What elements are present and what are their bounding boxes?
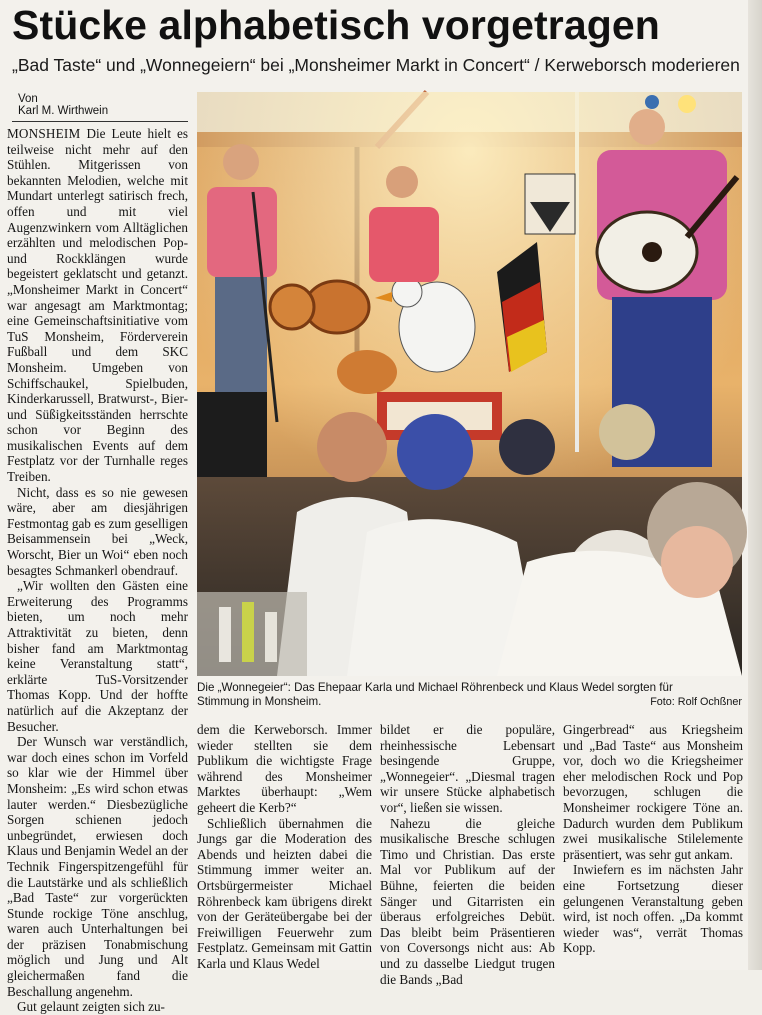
caption-line: Stimmung in Monsheim. bbox=[197, 695, 322, 708]
text-column-1 bbox=[7, 126, 189, 1015]
byline-label: Von bbox=[18, 93, 38, 105]
paragraph: Gut gelaunt zeigten sich zu- bbox=[17, 999, 165, 1015]
byline-author: Karl M. Wirthwein bbox=[18, 105, 109, 117]
byline-divider bbox=[12, 121, 188, 122]
caption-row bbox=[197, 695, 742, 709]
headline: Stücke alphabetisch vorgetragen bbox=[12, 2, 660, 48]
paragraph: Gingerbread“ aus Kriegsheim und „Bad Taste“ aus Monsheim vor, doch wo die Kriegsheimer eher melodischen Rock und Pop bevorzugen, schlugen die Monsheimer rockigere Töne an. Dadurch wurden dem Publikum zwei musikalische Stilelemente präsentiert, was sehr gut ankam. bbox=[563, 722, 743, 862]
stage-photo-illustration bbox=[197, 92, 742, 676]
paragraph: Inwiefern es im nächsten Jahr eine Fortsetzung dieser gelungenen Veranstaltung geben wird, ist noch offen. „Da kommt wieder was“, verrät Thomas Kopp. bbox=[563, 862, 743, 956]
paragraph: Nahezu die gleiche musikalische Bresche schlugen Timo und Christian. Das erste Mal vor Publikum auf der Bühne, feierten die beiden Sänger und Gitarristen ein überaus erfolgreiches Debüt. Das bleibt beim Präsentieren von Coversongs nicht aus: Ab und zu dasselbe Liedgut trugen die Bands „Bad bbox=[380, 815, 555, 987]
text-column-4 bbox=[563, 722, 743, 962]
concert-photo bbox=[197, 92, 742, 676]
paragraph: bildet er die populäre, rheinhessische Lebensart besingende Gruppe, „Wonnegeier“. „Diesmal tragen wir unsere Stücke alphabetisch vor“, ließen sie wissen. bbox=[380, 722, 555, 815]
paragraph: Nicht, dass es so nie gewesen wäre, aber am diesjährigen Festmontag gab es zum geselligen Beisammensein bei „Weck, Worscht, Bier un Woi“ eben noch besagtes Schmankerl obendrauf. bbox=[7, 484, 188, 578]
text-column-3 bbox=[380, 722, 555, 987]
paragraph bbox=[7, 126, 188, 485]
caption-line: Die „Wonnegeier“: Das Ehepaar Karla und Michael Röhrenbeck und Klaus Wedel sorgten für bbox=[197, 681, 673, 694]
dateline: MONSHEIM bbox=[7, 126, 81, 141]
paragraph: Schließlich übernahmen die Jungs gar die Moderation des Abends und heizten dabei die Stimmung immer weiter an. Ortsbürgermeister Michael Röhrenbeck kam übrigens direkt von der Geräteübergabe bei der Freiwilligen Feuerwehr zum Festplatz. Gemeinsam mit Gattin Karla und Klaus Wedel bbox=[197, 815, 372, 971]
paragraph: dem die Kerweborsch. Immer wieder stellten sie dem Publikum die wichtigste Frage während des Monsheimer Marktes überhaupt: „Wem geheert die Kerb?“ bbox=[197, 722, 372, 815]
photo-caption bbox=[197, 681, 742, 709]
text-column-2 bbox=[197, 722, 372, 971]
paragraph: Der Wunsch war verständlich, war doch eines schon im Vorfeld so klar wie der Himmel über Monsheim: „Es wird schon etwas lauter werden.“ Diesbezügliche Sorgen schienen jedoch unbegründet, erwiesen doch Klaus und Benjamin Wedel an der Technik Fingerspitzengefühl für die Lautstärke und als schließlich „Bad Taste“ zur vorgerückten Stunde rockige Töne anschlug, waren auch Unterhaltungen bei der präzisen Tonabmischung möglich und Jung und Alt gleichermaßen fand die Beschallung angenehm. bbox=[7, 734, 188, 999]
subheadline: „Bad Taste“ und „Wonnegeiern“ bei „Monsheimer Markt in Concert“ / Kerweborsch moderieren bbox=[12, 55, 740, 75]
paragraph-text: Die Leute hielt es teilweise nicht mehr auf den Stühlen. Mitgerissen von bekannten Melodien, welche mit Mundart unterlegt satirisch frech, offen und mit viel Augenzwinkern vom Alltäglichen erzählten und melodischen Pop- und Rockklängen wurde begeistert geklatscht und getanzt. „Monsheimer Markt in Concert“ war angesagt am Marktmontag; eine Gemeinschaftsinitiative vom TuS Monsheim, Förderverein Fußball und dem SKC Monsheim. Umgeben von Schiffschaukel, Spielbuden, Kinderkarussell, Bratwurst-, Bier- und Süßigkeitsständen herrschte schon vor Beginn des musikalischen Events auf dem Festplatz vor der Turnhalle reges Treiben. bbox=[7, 126, 189, 485]
paragraph: „Wir wollten den Gästen eine Erweiterung des Programms bieten, um noch mehr Attraktivität zu bieten, denn bisher fand am Marktmontag keine Veranstaltung statt“, erklärte TuS-Vorsitzender Thomas Kopp. Und der hoffte natürlich auf die Akzeptanz der Besucher. bbox=[7, 578, 188, 734]
photo-credit: Foto: Rolf Ochßner bbox=[650, 696, 742, 708]
page-edge bbox=[748, 0, 762, 970]
